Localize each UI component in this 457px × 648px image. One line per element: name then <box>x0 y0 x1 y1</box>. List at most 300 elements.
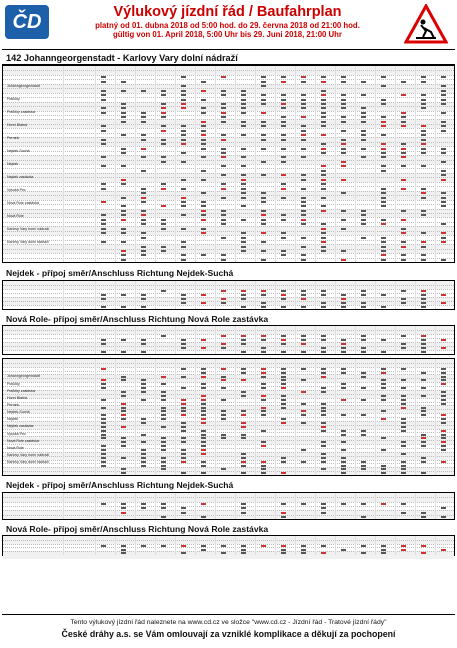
time-entry <box>401 422 406 424</box>
time-entry <box>121 426 126 428</box>
time-entry <box>121 219 126 221</box>
table-column <box>375 326 376 354</box>
time-entry <box>381 399 386 401</box>
time-entry <box>421 298 426 300</box>
time-entry <box>281 372 286 374</box>
time-entry <box>261 306 266 308</box>
time-entry <box>181 188 186 190</box>
table-column <box>235 359 236 475</box>
time-entry <box>161 130 166 132</box>
time-entry <box>381 85 386 87</box>
time-entry <box>201 395 206 397</box>
time-entry <box>261 241 266 243</box>
time-entry <box>181 376 186 378</box>
time-entry <box>181 294 186 296</box>
time-entry <box>201 214 206 216</box>
table-column <box>155 326 156 354</box>
time-entry <box>301 403 306 405</box>
time-entry <box>341 372 346 374</box>
time-entry <box>181 437 186 439</box>
time-entry <box>181 449 186 451</box>
time-entry <box>141 507 146 509</box>
time-entry <box>301 290 306 292</box>
time-entry <box>101 379 106 381</box>
time-entry <box>301 156 306 158</box>
table-column <box>415 493 416 519</box>
table-row <box>3 93 454 97</box>
time-entry <box>421 434 426 436</box>
time-entry <box>401 165 406 167</box>
time-entry <box>301 246 306 248</box>
time-entry <box>161 545 166 547</box>
time-entry <box>201 156 206 158</box>
table-column <box>175 326 176 354</box>
time-entry <box>441 383 446 385</box>
time-entry <box>261 259 266 261</box>
time-entry <box>361 372 366 374</box>
validity-cz: platný od 01. dubna 2018 od 5:00 hod. do 29. června 2018 od 21:00 hod. <box>95 21 360 30</box>
table-column <box>335 359 336 475</box>
time-entry <box>241 437 246 439</box>
time-entry <box>261 81 266 83</box>
time-entry <box>141 306 146 308</box>
time-entry <box>161 94 166 96</box>
table-column <box>435 326 436 354</box>
time-entry <box>201 81 206 83</box>
time-entry <box>101 545 106 547</box>
time-entry <box>161 507 166 509</box>
time-entry <box>321 414 326 416</box>
time-entry <box>421 372 426 374</box>
table-column <box>275 326 276 354</box>
table-row <box>3 88 454 92</box>
table-column <box>95 326 96 354</box>
time-entry <box>181 130 186 132</box>
time-entry <box>421 379 426 381</box>
time-entry <box>301 339 306 341</box>
table-column <box>95 66 96 262</box>
time-entry <box>201 434 206 436</box>
time-entry <box>181 422 186 424</box>
time-entry <box>101 241 106 243</box>
time-entry <box>341 294 346 296</box>
time-entry <box>281 545 286 547</box>
time-entry <box>121 294 126 296</box>
time-entry <box>301 422 306 424</box>
time-entry <box>441 85 446 87</box>
time-entry <box>181 76 186 78</box>
time-entry <box>421 545 426 547</box>
time-entry <box>101 294 106 296</box>
table-row <box>3 249 454 253</box>
time-entry <box>321 246 326 248</box>
time-entry <box>101 306 106 308</box>
time-entry <box>241 453 246 455</box>
table-column <box>435 66 436 262</box>
time-entry <box>121 148 126 150</box>
time-entry <box>401 379 406 381</box>
time-entry <box>221 116 226 118</box>
table-column <box>235 493 236 519</box>
time-entry <box>321 430 326 432</box>
time-entry <box>221 210 226 212</box>
time-entry <box>121 232 126 234</box>
time-entry <box>361 294 366 296</box>
station-label: Potůčky <box>7 381 20 386</box>
time-entry <box>441 170 446 172</box>
time-entry <box>441 121 446 123</box>
table-column <box>375 281 376 309</box>
time-entry <box>321 170 326 172</box>
time-entry <box>401 210 406 212</box>
station-label: Nejdek-Suchá <box>7 410 30 415</box>
time-entry <box>321 179 326 181</box>
time-entry <box>121 437 126 439</box>
header <box>0 0 457 48</box>
time-entry <box>141 545 146 547</box>
time-entry <box>301 379 306 381</box>
table-row <box>3 119 454 123</box>
table-column <box>95 359 96 475</box>
table-row <box>3 186 454 190</box>
time-entry <box>121 107 126 109</box>
time-entry <box>321 174 326 176</box>
table-row <box>3 204 454 208</box>
time-entry <box>221 174 226 176</box>
time-entry <box>261 302 266 304</box>
time-entry <box>241 179 246 181</box>
time-entry <box>121 410 126 412</box>
time-entry <box>221 148 226 150</box>
time-entry <box>321 368 326 370</box>
time-entry <box>401 426 406 428</box>
time-entry <box>101 81 106 83</box>
time-entry <box>341 94 346 96</box>
time-entry <box>181 441 186 443</box>
station-label: Nejdek <box>7 417 19 422</box>
time-entry <box>281 94 286 96</box>
table-column <box>255 536 256 555</box>
time-entry <box>421 143 426 145</box>
time-entry <box>201 372 206 374</box>
time-entry <box>441 241 446 243</box>
time-entry <box>421 343 426 345</box>
table-row <box>3 195 454 199</box>
table-column <box>335 66 336 262</box>
time-entry <box>201 205 206 207</box>
time-entry <box>281 116 286 118</box>
time-entry <box>161 516 166 518</box>
time-entry <box>301 254 306 256</box>
time-entry <box>141 339 146 341</box>
time-entry <box>141 503 146 505</box>
time-entry <box>201 472 206 474</box>
table-row <box>3 128 454 132</box>
time-entry <box>141 351 146 353</box>
time-entry <box>221 94 226 96</box>
time-entry <box>401 403 406 405</box>
connection-table-novarole-lower <box>2 535 455 556</box>
time-entry <box>261 210 266 212</box>
time-entry <box>441 94 446 96</box>
time-entry <box>381 76 386 78</box>
time-entry <box>281 418 286 420</box>
table-row <box>3 253 454 257</box>
time-entry <box>101 418 106 420</box>
time-entry <box>241 188 246 190</box>
table-row <box>3 155 454 159</box>
table-column <box>175 493 176 519</box>
time-entry <box>401 395 406 397</box>
time-entry <box>421 472 426 474</box>
station-label: Vysoká Pec <box>7 431 26 436</box>
time-entry <box>401 148 406 150</box>
time-entry <box>341 219 346 221</box>
station-label: Potůčky zastávka <box>7 109 35 114</box>
time-entry <box>301 545 306 547</box>
time-entry <box>361 552 366 554</box>
header-divider <box>2 49 455 50</box>
table-column <box>355 493 356 519</box>
time-entry <box>301 368 306 370</box>
time-entry <box>401 387 406 389</box>
time-entry <box>421 290 426 292</box>
time-entry <box>441 441 446 443</box>
time-entry <box>121 418 126 420</box>
time-entry <box>101 422 106 424</box>
time-entry <box>181 403 186 405</box>
time-entry <box>281 387 286 389</box>
time-entry <box>101 139 106 141</box>
table-row <box>3 191 454 195</box>
time-entry <box>141 246 146 248</box>
table-row <box>3 350 454 354</box>
table-row <box>3 235 454 239</box>
time-entry <box>101 368 106 370</box>
time-entry <box>221 103 226 105</box>
time-entry <box>261 250 266 252</box>
time-entry <box>341 339 346 341</box>
time-entry <box>281 148 286 150</box>
time-entry <box>101 214 106 216</box>
time-entry <box>121 121 126 123</box>
time-entry <box>381 395 386 397</box>
table-row <box>3 222 454 226</box>
time-entry <box>141 294 146 296</box>
time-entry <box>361 237 366 239</box>
time-entry <box>161 183 166 185</box>
time-entry <box>101 232 106 234</box>
time-entry <box>421 152 426 154</box>
time-entry <box>161 391 166 393</box>
table-column <box>215 359 216 475</box>
time-entry <box>141 210 146 212</box>
time-entry <box>141 391 146 393</box>
validity-de: gültig von 01. April 2018, 5:00 Uhr bis 29. Juni 2018, 21:00 Uhr <box>113 30 342 39</box>
time-entry <box>221 223 226 225</box>
table-row <box>3 213 454 217</box>
time-entry <box>441 223 446 225</box>
time-entry <box>401 465 406 467</box>
table-row <box>3 79 454 83</box>
time-entry <box>281 183 286 185</box>
table-column <box>435 281 436 309</box>
time-entry <box>161 125 166 127</box>
time-entry <box>181 125 186 127</box>
time-entry <box>421 103 426 105</box>
table-column <box>235 326 236 354</box>
time-entry <box>281 457 286 459</box>
time-entry <box>121 116 126 118</box>
table-row <box>3 551 454 555</box>
time-entry <box>281 383 286 385</box>
time-entry <box>361 335 366 337</box>
time-entry <box>121 259 126 261</box>
time-entry <box>181 179 186 181</box>
time-entry <box>301 76 306 78</box>
time-entry <box>401 468 406 470</box>
time-entry <box>341 99 346 101</box>
time-entry <box>341 461 346 463</box>
time-entry <box>181 410 186 412</box>
time-entry <box>201 410 206 412</box>
time-entry <box>101 94 106 96</box>
time-entry <box>221 387 226 389</box>
time-entry <box>241 121 246 123</box>
time-entry <box>361 121 366 123</box>
table-column <box>415 66 416 262</box>
time-entry <box>321 503 326 505</box>
table-column <box>63 359 64 475</box>
time-entry <box>441 103 446 105</box>
time-entry <box>121 379 126 381</box>
time-entry <box>441 174 446 176</box>
time-entry <box>261 197 266 199</box>
time-entry <box>221 434 226 436</box>
time-entry <box>241 391 246 393</box>
time-entry <box>261 430 266 432</box>
time-entry <box>221 121 226 123</box>
time-entry <box>201 368 206 370</box>
time-entry <box>261 290 266 292</box>
table-column <box>275 281 276 309</box>
time-entry <box>321 302 326 304</box>
time-entry <box>421 107 426 109</box>
section-nejdek-upper: Nejdek - přípoj směr/Anschluss Richtung Nejdek-Suchá <box>6 268 234 278</box>
time-entry <box>421 99 426 101</box>
time-entry <box>321 148 326 150</box>
time-entry <box>341 152 346 154</box>
time-entry <box>201 294 206 296</box>
time-entry <box>421 512 426 514</box>
time-entry <box>321 407 326 409</box>
time-entry <box>321 250 326 252</box>
time-entry <box>241 219 246 221</box>
time-entry <box>181 343 186 345</box>
time-entry <box>201 503 206 505</box>
time-entry <box>381 503 386 505</box>
table-column <box>395 359 396 475</box>
time-entry <box>401 343 406 345</box>
table-column <box>115 326 116 354</box>
time-entry <box>221 165 226 167</box>
time-entry <box>201 121 206 123</box>
connection-table-novarole-upper <box>2 325 455 355</box>
table-column <box>255 281 256 309</box>
time-entry <box>241 368 246 370</box>
time-entry <box>221 376 226 378</box>
time-entry <box>121 552 126 554</box>
time-entry <box>221 197 226 199</box>
time-entry <box>281 549 286 551</box>
time-entry <box>341 192 346 194</box>
time-entry <box>241 197 246 199</box>
time-entry <box>361 306 366 308</box>
time-entry <box>301 81 306 83</box>
time-entry <box>281 197 286 199</box>
table-row <box>3 305 454 309</box>
time-entry <box>441 76 446 78</box>
time-entry <box>161 246 166 248</box>
table-column <box>115 66 116 262</box>
table-column <box>315 359 316 475</box>
table-row <box>3 137 454 141</box>
time-entry <box>241 343 246 345</box>
time-entry <box>321 445 326 447</box>
time-entry <box>261 148 266 150</box>
time-entry <box>421 410 426 412</box>
time-entry <box>341 107 346 109</box>
time-entry <box>301 148 306 150</box>
table-column <box>315 66 316 262</box>
time-entry <box>341 457 346 459</box>
time-entry <box>241 125 246 127</box>
time-entry <box>201 201 206 203</box>
time-entry <box>301 116 306 118</box>
time-entry <box>201 407 206 409</box>
time-entry <box>361 516 366 518</box>
time-entry <box>281 103 286 105</box>
timetable-block-lower <box>2 358 455 476</box>
time-entry <box>421 246 426 248</box>
time-entry <box>341 81 346 83</box>
time-entry <box>341 430 346 432</box>
time-entry <box>201 414 206 416</box>
time-entry <box>201 134 206 136</box>
time-entry <box>441 368 446 370</box>
time-entry <box>201 170 206 172</box>
station-label: Nová Role zastávka <box>7 438 39 443</box>
time-entry <box>281 343 286 345</box>
time-entry <box>261 161 266 163</box>
time-entry <box>421 437 426 439</box>
time-entry <box>381 383 386 385</box>
section-novarole-lower: Nová Role- přípoj směr/Anschluss Richtung Nová Role zastávka <box>6 524 269 534</box>
time-entry <box>141 188 146 190</box>
time-entry <box>101 407 106 409</box>
time-entry <box>221 107 226 109</box>
time-entry <box>401 121 406 123</box>
time-entry <box>441 192 446 194</box>
time-entry <box>421 232 426 234</box>
time-entry <box>201 302 206 304</box>
time-entry <box>281 512 286 514</box>
time-entry <box>161 223 166 225</box>
time-entry <box>181 339 186 341</box>
time-entry <box>121 254 126 256</box>
time-entry <box>401 259 406 261</box>
time-entry <box>361 302 366 304</box>
